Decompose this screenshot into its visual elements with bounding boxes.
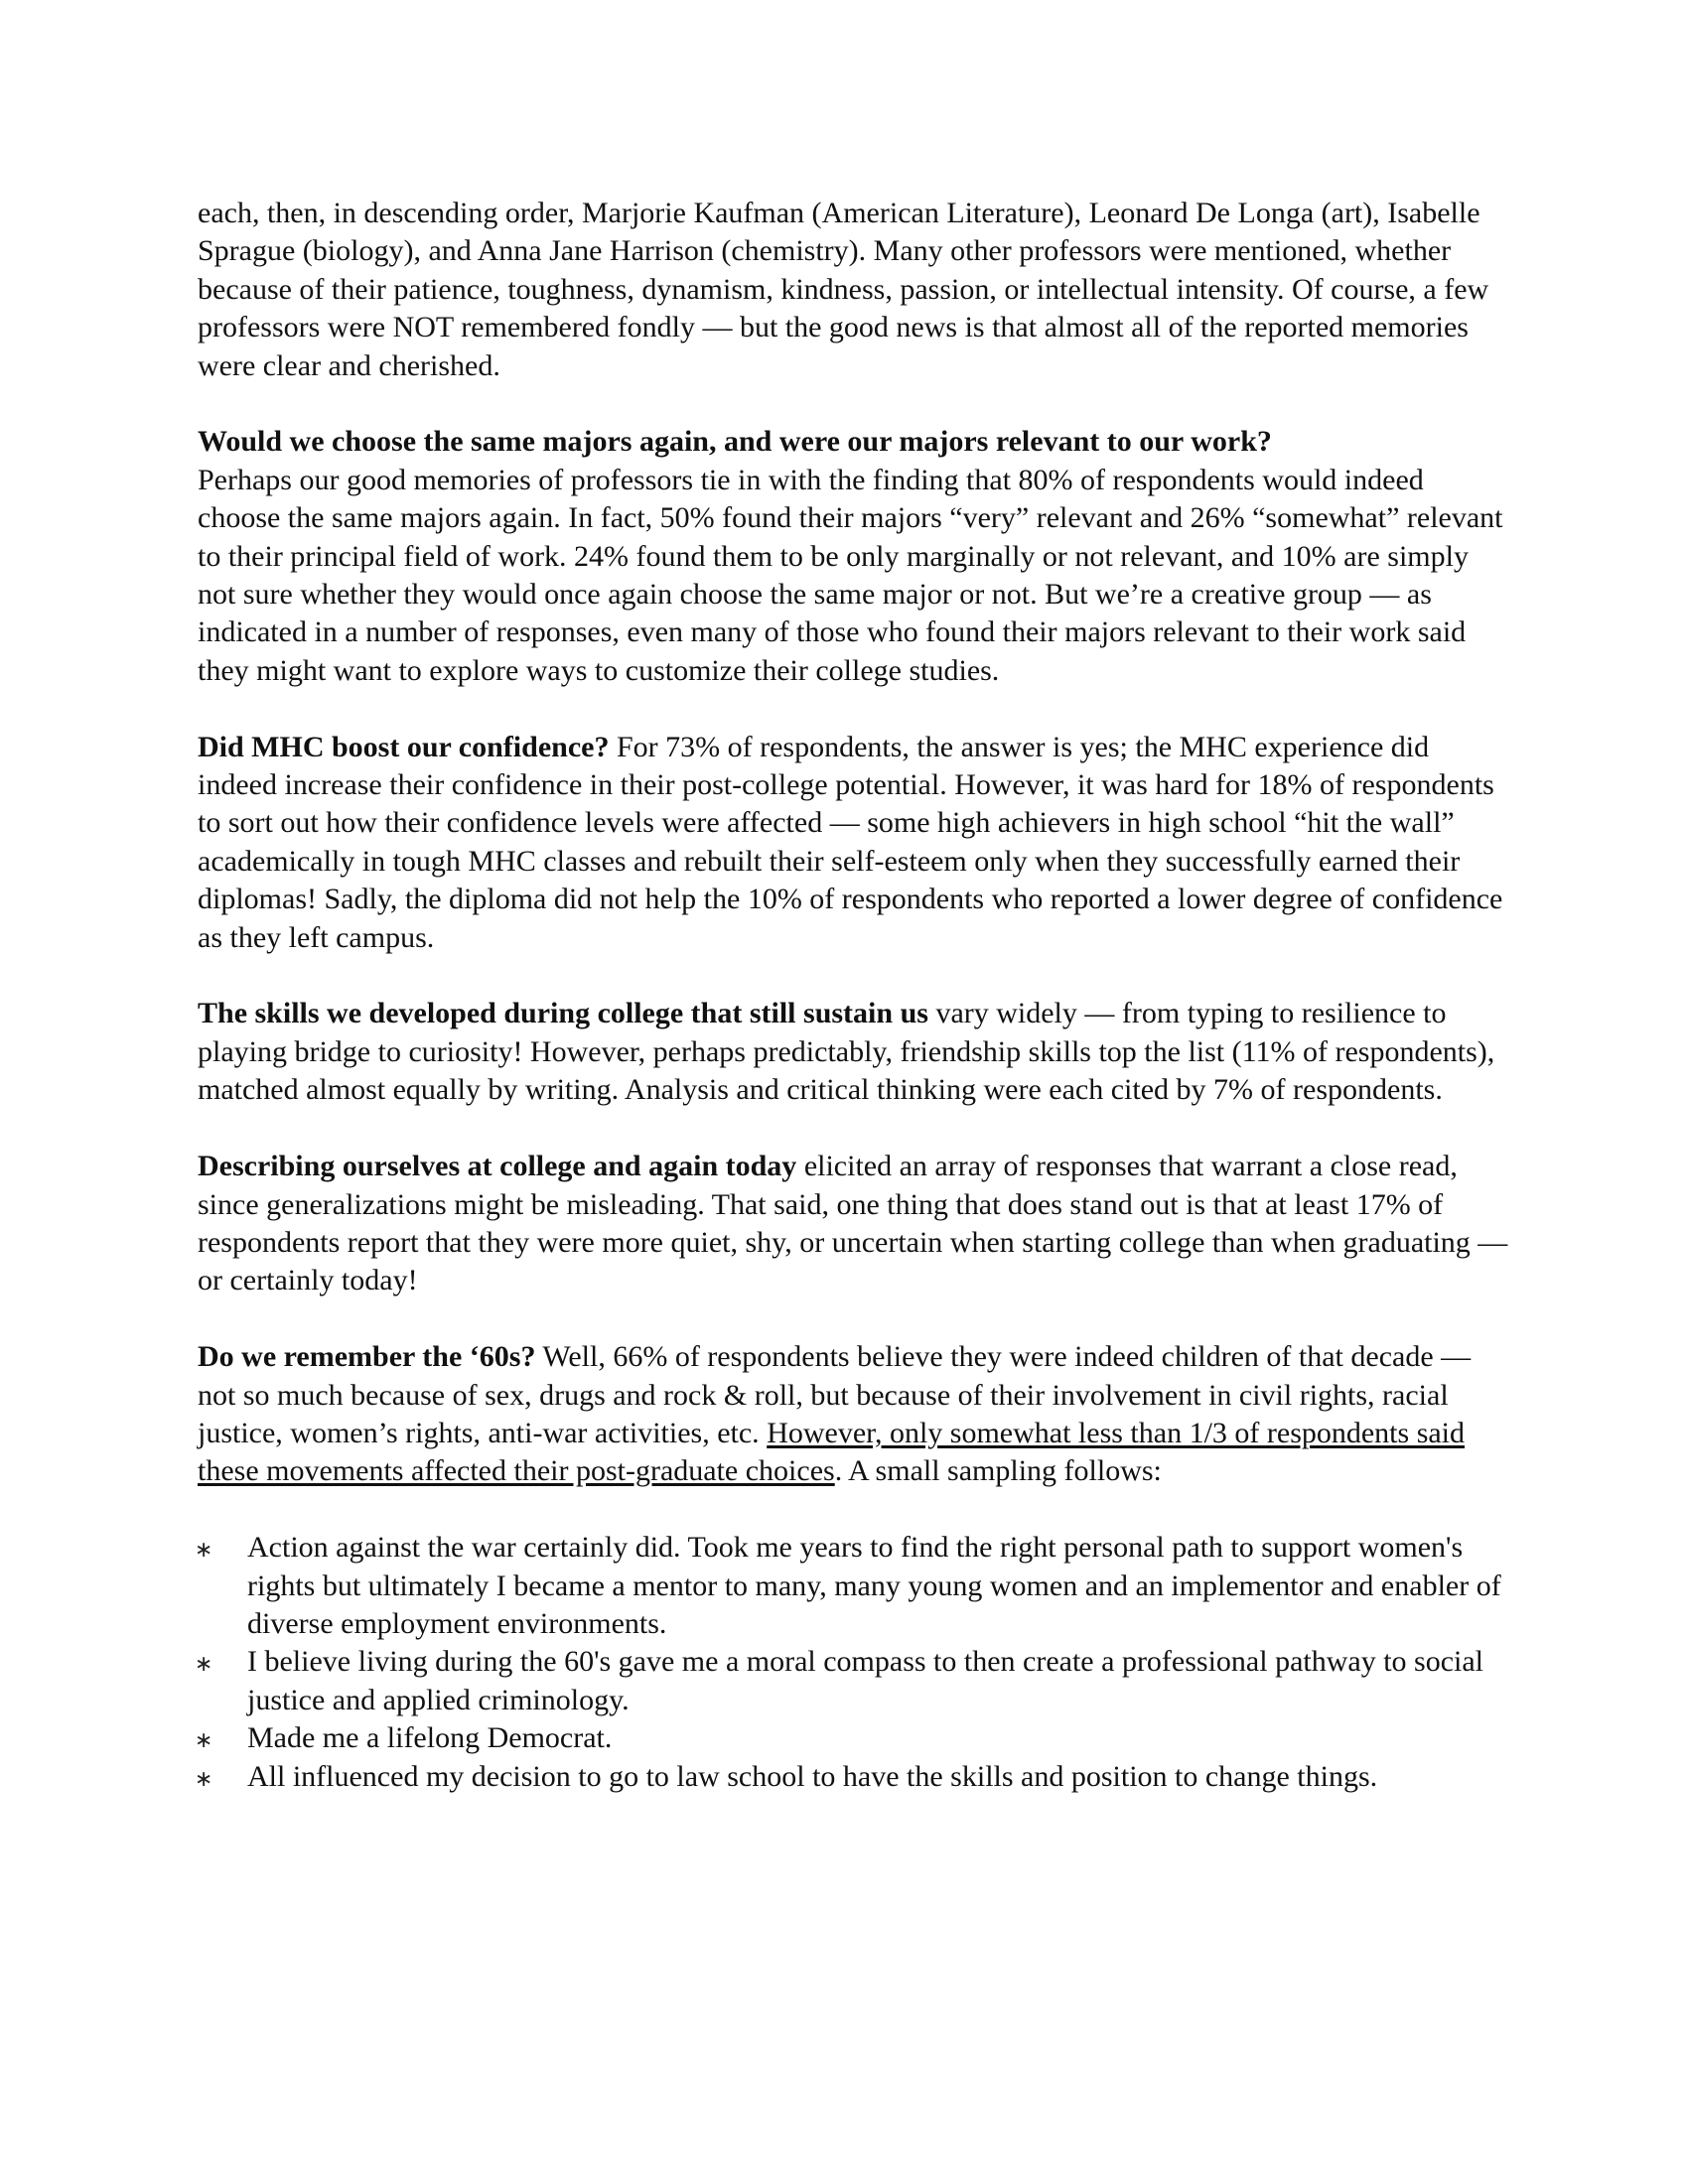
list-item-text: I believe living during the 60's gave me a moral compass to then create a professional pathway to social justice and applied criminology. — [247, 1645, 1484, 1716]
list-item — [195, 1529, 1508, 1643]
list-item — [195, 1643, 1508, 1719]
paragraph-text: . A small sampling follows: — [834, 1454, 1162, 1488]
list-item — [195, 1719, 1508, 1757]
paragraph-text: For 73% of respondents, the answer is yes; the MHC experience did indeed increase their confidence in their post-college potential. However, it was hard for 18% of respondents to sort out how their confidence levels were affected — some high achievers in high school “hit the wall” academically in tough MHC classes and rebuilt their self-esteem only when they successfully earned their diplomas! Sadly, the diploma did not help the 10% of respondents who reported a lower degree of confidence as they left campus. — [198, 730, 1503, 954]
asterisk-bullet-icon: ∗ — [195, 1766, 213, 1792]
section-heading-skills: The skills we developed during college that still sustain us — [198, 997, 928, 1030]
list-item-text: Made me a lifelong Democrat. — [247, 1721, 613, 1755]
section-heading-majors: Would we choose the same majors again, and were our majors relevant to our work? — [198, 425, 1272, 459]
asterisk-bullet-icon: ∗ — [195, 1538, 213, 1564]
paragraph-text: elicited an array of responses that warrant a close read, since generalizations might be misleading. That said, one thing that does stand out is that at least 17% of respondents report that they were more quiet, shy, or uncertain when starting college than when graduating — or certainly today! — [198, 1150, 1508, 1297]
section-heading-confidence: Did MHC boost our confidence? — [198, 730, 610, 763]
paragraph-confidence — [198, 729, 1508, 957]
list-item — [195, 1758, 1508, 1796]
quote-list — [195, 1529, 1508, 1796]
section-heading-describing: Describing ourselves at college and again today — [198, 1150, 797, 1183]
list-item-text: All influenced my decision to go to law school to have the skills and position to change things. — [247, 1759, 1378, 1793]
paragraph-sixties — [198, 1338, 1508, 1491]
asterisk-bullet-icon: ∗ — [195, 1728, 213, 1754]
paragraph-text: each, then, in descending order, Marjorie Kaufman (American Literature), Leonard De Longa (art), Isabelle Sprague (biology), and Anna Jane Harrison (chemistry). Many other professors were mentioned, whether because of their patience, toughness, dynamism, kindness, passion, or intellectual intensity. Of course, a few professors were NOT remembered fondly — but the good news is that almost all of the reported memories were clear and cherished. — [198, 197, 1489, 382]
document-page — [195, 195, 1508, 1796]
underlined-statement: However, only somewhat less than 1/3 of respondents said these movements affected their post-graduate choices — [198, 1416, 1466, 1488]
paragraph-text: vary widely — from typing to resilience to playing bridge to curiosity! However, perhaps predictably, friendship skills top the list (11% of respondents), matched almost equally by writing. Analysis and critical thinking were each cited by 7% of respondents. — [198, 997, 1495, 1107]
section-heading-sixties: Do we remember the ‘60s? — [198, 1340, 536, 1374]
asterisk-bullet-icon: ∗ — [195, 1652, 213, 1678]
paragraph-describing — [198, 1148, 1508, 1300]
paragraph-majors — [198, 423, 1508, 690]
paragraph-professors — [198, 195, 1508, 385]
paragraph-text: Perhaps our good memories of professors tie in with the finding that 80% of respondents would indeed choose the same majors again. In fact, 50% found their majors “very” relevant and 26% “somewhat” relevant to their principal field of work. 24% found them to be only marginally or not relevant, and 10% are simply not sure whether they would once again choose the same major or not. But we’re a creative group — as indicated in a number of responses, even many of those who found their majors relevant to their work said they might want to explore ways to customize their college studies. — [198, 463, 1503, 687]
paragraph-skills — [198, 995, 1508, 1109]
list-item-text: Action against the war certainly did. Took me years to find the right personal path to support women's rights but ultimately I became a mentor to many, many young women and an implementor and enabler of diverse employment environments. — [247, 1531, 1501, 1640]
paragraph-text: Well, 66% of respondents believe they were indeed children of that decade — not so much because of sex, drugs and rock & roll, but because of their involvement in civil rights, racial justice, women’s rights, anti-war activities, etc. — [198, 1340, 1472, 1449]
